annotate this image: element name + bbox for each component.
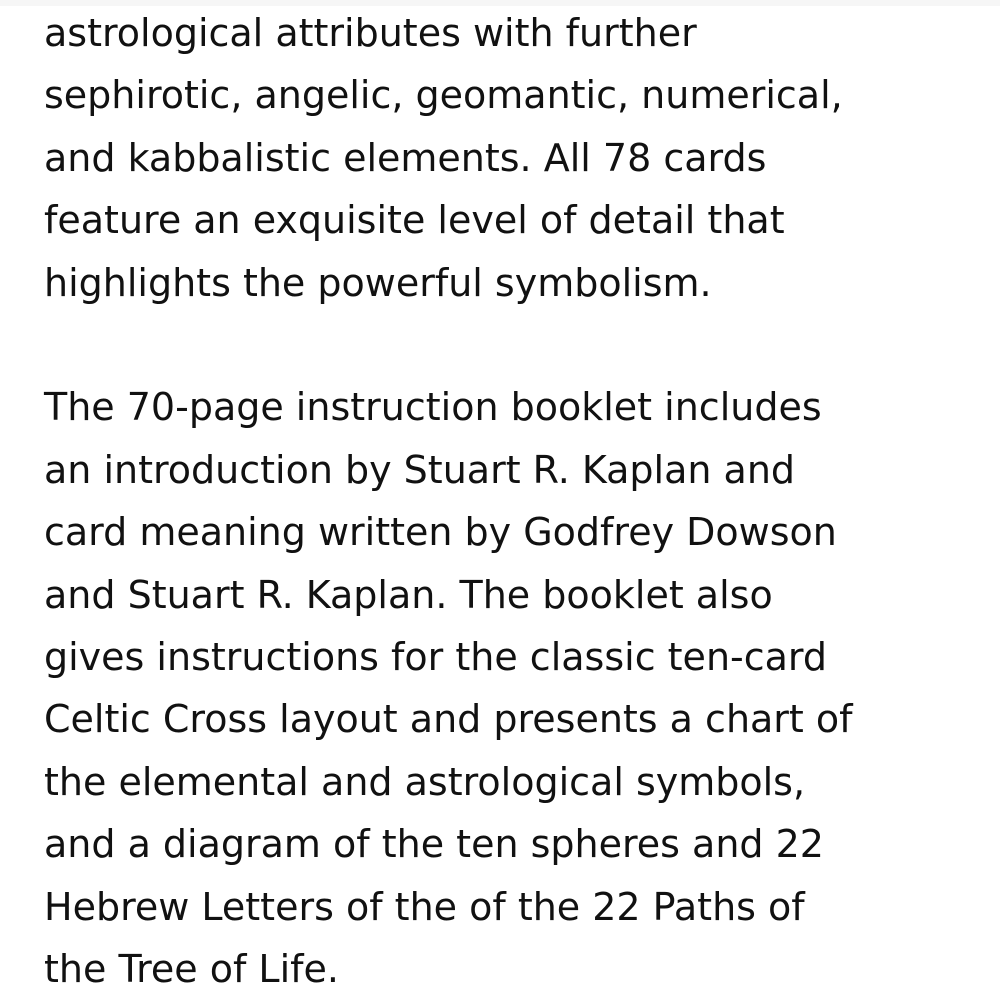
product-description	[44, 2, 974, 1000]
paragraph-1-line-5: highlights the powerful symbolism.	[44, 260, 712, 305]
description-paragraph-2	[44, 376, 974, 1000]
paragraph-2-line-7: the elemental and astrological symbols,	[44, 759, 806, 804]
paragraph-1-line-2: sephirotic, angelic, geomantic, numerical,	[44, 73, 843, 118]
paragraph-2-line-6: Celtic Cross layout and presents a chart of	[44, 697, 853, 742]
paragraph-2-line-1: The 70-page instruction booklet includes	[44, 385, 822, 430]
paragraph-2-line-4: and Stuart R. Kaplan. The booklet also	[44, 572, 773, 617]
paragraph-1-line-3: and kabbalistic elements. All 78 cards	[44, 135, 767, 180]
paragraph-spacing	[44, 314, 974, 376]
paragraph-2-line-3: card meaning written by Godfrey Dowson	[44, 510, 837, 555]
paragraph-2-line-8: and a diagram of the ten spheres and 22	[44, 822, 824, 867]
paragraph-2-line-2: an introduction by Stuart R. Kaplan and	[44, 447, 796, 492]
paragraph-2-line-9: Hebrew Letters of the of the 22 Paths of	[44, 884, 805, 929]
paragraph-2-line-10: the Tree of Life.	[44, 947, 339, 992]
paragraph-2-line-5: gives instructions for the classic ten-card	[44, 635, 827, 680]
paragraph-1-line-4: feature an exquisite level of detail that	[44, 198, 785, 243]
description-paragraph-1	[44, 2, 974, 314]
paragraph-1-line-1: astrological attributes with further	[44, 11, 697, 55]
